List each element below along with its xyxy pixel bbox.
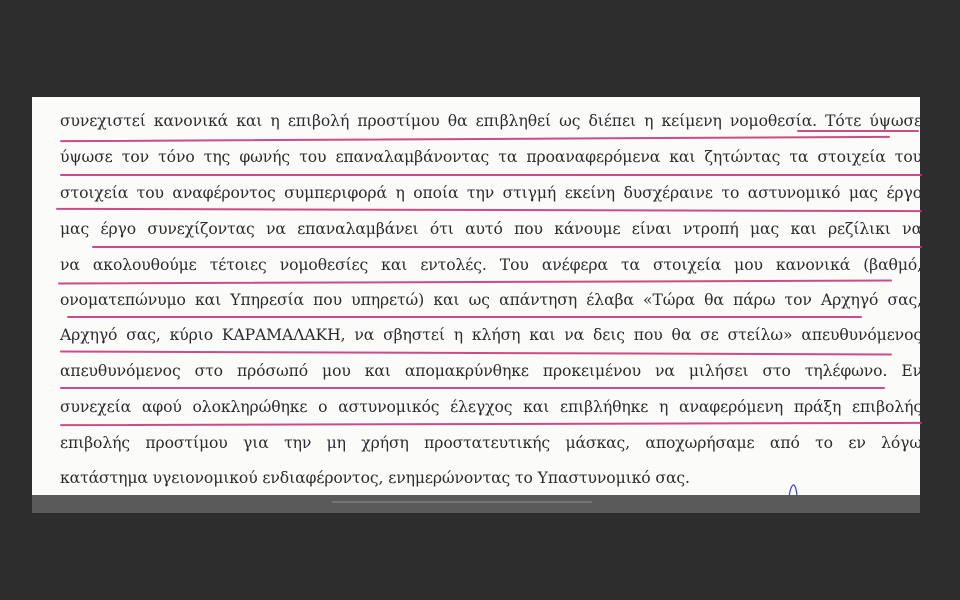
text-line-8: απευθυνόμενος στο πρόσωπό μου και απομακρύνθηκε προκειμένου να μιλήσει στο τηλέφωνο. Εν (60, 362, 922, 380)
document-page (32, 97, 920, 495)
text-line-6: ονοματεπώνυμο και Υπηρεσία που υπηρετώ) και ως απάντηση έλαβα «Τώρα θα πάρω τον Αρχηγό σας, (60, 291, 922, 309)
text-line-2: ύψωσε τον τόνο της φωνής του επαναλαμβάνοντας τα προαναφερόμενα και ζητώντας τα στοιχεία του (60, 148, 922, 166)
text-line-10: επιβολής προστίμου για την μη χρήση προστατευτικής μάσκας, αποχωρήσαμε από το εν λόγω (60, 434, 922, 452)
pen-underline-3 (60, 174, 922, 176)
pen-underline-9 (60, 387, 885, 389)
text-line-9: συνεχεία αφού ολοκληρώθηκε ο αστυνομικός έλεγχος και επιβλήθηκε η αναφερόμενη πράξη επιβολής (60, 398, 922, 416)
pen-underline-5 (92, 246, 922, 248)
text-line-1: συνεχιστεί κανονικά και η επιβολή προστίμου θα επιβληθεί ως διέπει η κείμενη νομοθεσία. Τότε ύψωσε (60, 112, 922, 130)
text-line-3: στοιχεία του αναφέροντος συμπεριφορά η οποία την στιγμή εκείνη δυσχέραινε το αστυνομικό μας έργο (60, 184, 922, 202)
page-bottom-edge (32, 495, 920, 513)
text-line-5: να ακολουθούμε τέτοιες νομοθεσίες και εντολές. Του ανέφερα τα στοιχεία μου κανονικά (βαθμό, (60, 256, 922, 274)
pen-underline-1 (797, 130, 919, 132)
text-line-4: μας έργο συνεχίζοντας να επαναλαμβάνει ότι αυτό που κάνουμε είναι ντροπή μας και ρεζίλικι να (60, 220, 922, 238)
text-line-7: Αρχηγό σας, κύριο ΚΑΡΑΜΑΛΑΚΗ, να σβηστεί η κλήση και να δεις που θα σε στείλω» απευθυνόμενος (60, 326, 922, 344)
pen-underline-7 (67, 316, 862, 318)
text-line-11: κατάστημα υγειονομικού ενδιαφέροντος, ενημερώνοντας το Υπαστυνομικό σας. (60, 469, 690, 487)
